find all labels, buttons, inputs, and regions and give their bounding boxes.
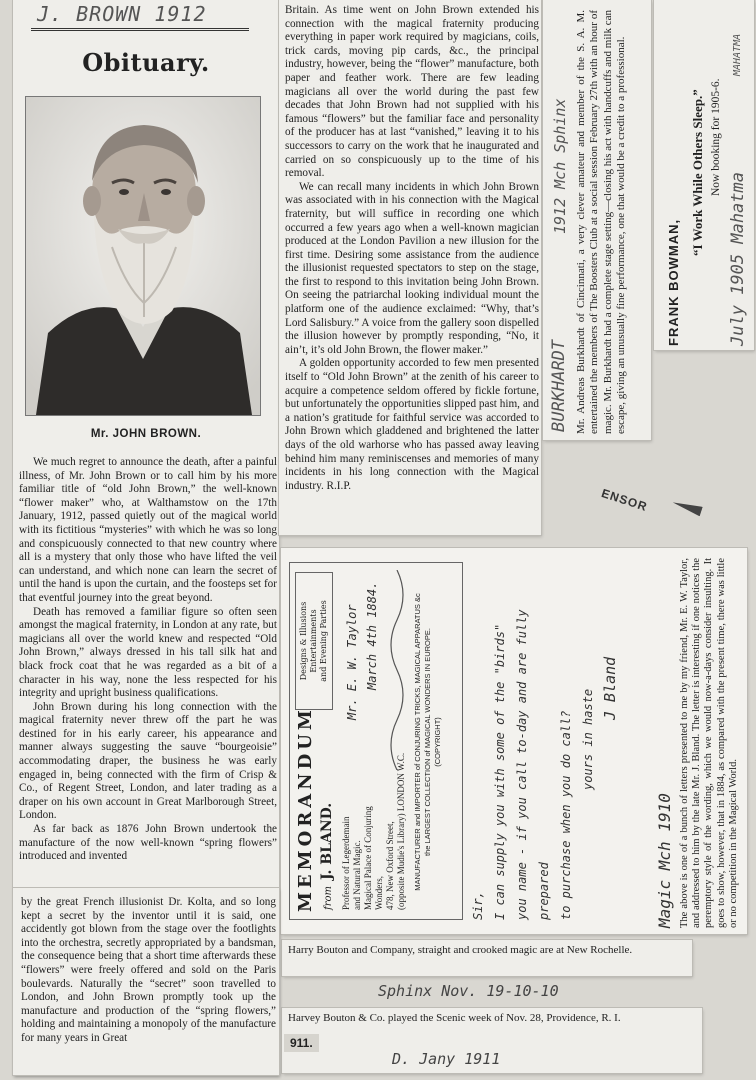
commentary-text: The above is one of a bunch of letters presented to me by my friend, Mr. E. W. Taylor, and addressed to him by the late Mr. J. Bland. The letter is interesting if one notices the peremptory style of the wording, which we would now-a-days consider insulting. It goes to show, however, that in 1884, as compared with the present time, there was little or no competition in the Magical World. xyxy=(679,558,739,928)
obituary-continuation-strip xyxy=(13,888,279,1075)
paragraph: We can recall many incidents in which John Brown was associated with in his connection with the Magical fraternity, but will suffice in recording one which occurred a few years ago when a well-known magician produced at the London Pavilion a new illusion for the first time. Desiring some assistance from the audience the illusionist requested spectators to step on the stage, the first to respond to this invitation being John Brown. On seeing the patriarchal looking individual mount the platform one of the audience exclaimed: “Why, that’s Lord Salisbury.” A voice from the gallery soon dispelled the illusion however by promptly responding, “No, it ain’t, it’s old John Brown, the flower maker.” xyxy=(285,180,539,356)
letter-line: Sir, xyxy=(471,891,485,920)
bouton-handwritten-2: D. Jany 1911 xyxy=(392,1050,501,1068)
portrait-caption: Mr. JOHN BROWN. xyxy=(90,428,202,440)
bouton-handwritten-1: Sphinx Nov. 19-10-10 xyxy=(378,982,559,1000)
bland-memorandum xyxy=(281,548,747,934)
box-line: Entertainments xyxy=(309,609,318,673)
bouton-text-1: Harry Bouton and Company, straight and crooked magic are at New Rochelle. xyxy=(288,944,633,956)
decorative-flourish xyxy=(385,570,409,770)
trade-line: 478, New Oxford Street, xyxy=(385,821,395,910)
handwritten-source: Magic Mch 1910 xyxy=(655,793,674,928)
portrait-illustration xyxy=(26,97,260,415)
manufacturer-line: MANUFACTURER and IMPORTER of CONJURING TRICKS, MAGICAL APPARATUS &c xyxy=(413,593,422,891)
box-line: Designs & Illusions xyxy=(299,601,308,681)
handwritten-date: July 1905 Mahatma xyxy=(728,172,748,346)
burkhardt-rotated xyxy=(549,10,645,434)
letter-line: I can supply you with some of the "birds" xyxy=(493,623,507,920)
manufacturer-line: (COPYRIGHT) xyxy=(433,717,442,767)
memo-heading: MEMORANDUM xyxy=(295,706,316,912)
obituary-column-2 xyxy=(285,4,539,493)
paragraph: Death has removed a familiar figure so often seen amongst the magical fraternity, in London at any rate, but magicians all over the world knew and respected “Old John Brown,” always dressed in his tall silk hat and black frock coat that he was regarded as a bit of a character in his way, none the less respected for his integrity and upright business qualifications. xyxy=(19,605,277,700)
handwritten-name: BURKHARDT xyxy=(549,339,569,432)
obituary-continuation xyxy=(21,896,276,1046)
memo-from-label: from xyxy=(323,886,334,910)
manufacturer-line: the LARGEST COLLECTION of MAGICAL WONDERS IN EUROPE. xyxy=(423,628,432,856)
letter-line: yours in haste xyxy=(581,688,595,790)
ensor-stamp: ENSOR xyxy=(599,486,650,515)
header-rule xyxy=(31,28,249,31)
performer-quote: “I Work While Others Sleep.” xyxy=(690,89,705,256)
memo-letter xyxy=(467,564,637,920)
burkhardt-clipping xyxy=(543,0,651,440)
trade-line: Professor of Legerdemain xyxy=(341,816,351,910)
memo-manufacturer xyxy=(413,572,443,912)
performer-name: FRANK BOWMAN, xyxy=(666,218,681,346)
memo-box xyxy=(295,572,333,710)
memo-commentary xyxy=(655,558,745,928)
burkhardt-text: Mr. Andreas Burkhardt of Cincinnati, a very clever amateur and member of the S. A. M. entertained the members of The Boosters Club at a social session February 27th with an hour of magic. Mr. Burkhardt had a complete stage setting—closing his act with handcuffs and milk can escape, giving an unusually fine performance, one that would be a credit to a professional. xyxy=(575,10,628,434)
bowman-clipping xyxy=(654,0,754,350)
paragraph: by the great French illusionist Dr. Kolta, and so long kept a secret by the inventor until it is said, one accidently got blown from the stage over the footlights into the orchestra, secretly appropriated by a bandsman, the consequence being that a short time afterwards these “flowers” were freely offered and sold on the Paris boulevards. Naturally the “secret” soon travelled to London, and John Brown promptly took up the manufacture and production of the “spring flowers,” holding and maintaining a monopoly of the manufacture for many years in Great xyxy=(21,896,276,1044)
trade-line: (opposite Mudie's Library) LONDON W.C. xyxy=(396,752,406,910)
handwritten-source: 1912 Mch Sphinx xyxy=(551,98,569,234)
bowman-rotated xyxy=(662,6,752,346)
memo-date: March 4th 1884. xyxy=(365,581,379,690)
memo-addressee: Mr. E. W. Taylor xyxy=(345,604,359,720)
obituary-title: Obituary. xyxy=(82,48,210,77)
portrait-photo xyxy=(25,96,261,416)
handwritten-small: MAHATMA xyxy=(732,33,743,76)
trade-line: Wonders, xyxy=(374,875,384,910)
memo-from-name: J. BLAND. xyxy=(319,802,335,880)
handwritten-header: J. BROWN 1912 xyxy=(37,2,207,26)
bouton-text-2: Harvey Bouton & Co. played the Scenic week of Nov. 28, Providence, R. I. xyxy=(288,1012,621,1024)
trade-line: and Natural Magic. xyxy=(352,840,362,910)
letter-line: you name - if you call to-day and are fully prepared xyxy=(515,609,551,920)
letter-line: to purchase when you do call? xyxy=(559,710,573,920)
bouton-clipping-1 xyxy=(282,940,692,976)
page-tab-number: 911. xyxy=(284,1034,319,1052)
paragraph: John Brown during his long connection with the magical fraternity never threw off the part he was destined for in his early career, his appearance and manner always suggesting the sauve “bourgeoisie” accommodating draper, the business he was early engaged in, being connected with the firm of Crisp & Co., of Regent Street, London, and later trading as a draper on his own account in Great Marlborough Street, London. xyxy=(19,700,277,822)
paragraph: We much regret to announce the death, after a painful illness, of Mr. John Brown or to call him by his more familiar title of “old John Brown,” the well-known “flower maker” who, at Walthamstow on the 17th January, 1912, passed quietly out of the magical world with its fictitious “mysteries” with which he was so long and conspicuously connected to that new country where all is a mystery that only those who have lifted the veil can understand, and which none can learn the secret of until the hand is upon the curtain, and the foosteps set for that eventful journey into the great beyond. xyxy=(19,456,277,604)
trade-line: Magical Palace of Conjuring xyxy=(363,806,373,910)
bouton-clipping-2 xyxy=(282,1008,702,1073)
paragraph: Britain. As time went on John Brown extended his connection with the magical fraternity producing everything in paper work required by magicians, coils, trick cards, moving pip cards, &c., the principal industry, however, being the “flower” manufacture, both paper and feather work. There are few leading magicians all over the world during the past few decades that John Brown had not supplied with his famous “flowers” but the familiar face and personality of the producer has at last “vanished,” leaving it to his successors to carry on the work that he inaugurated and carried on so conspicuously up to the time of his removal. xyxy=(285,4,539,180)
stamp-mark xyxy=(671,498,703,517)
letter-signature: J Bland xyxy=(601,656,619,720)
booking-line: Now booking for 1905-6. xyxy=(710,78,722,196)
obituary-column-1 xyxy=(19,456,277,864)
paragraph: A golden opportunity accorded to few men presented itself to “Old John Brown” at the zenith of his career to acquire a competence seldom offered by fickle fortune, but unfortunately the opportunities slipped past him, and a nation’s gratitude for faithful service was accorded to John Brown which gladdened and brightened the latter days of the old warhorse who has passed away leaving behind him many reminiscenses and memories of many incidents in his long connection with the Magical industry. R.I.P. xyxy=(285,357,539,492)
obituary-continued-clipping xyxy=(279,0,541,535)
box-line: and Evening Parties xyxy=(319,600,328,682)
memo-letterhead xyxy=(289,564,461,920)
paragraph: As far back as 1876 John Brown undertook the manufacture of the now well-known “spring flowers” introduced and invented xyxy=(19,823,277,863)
